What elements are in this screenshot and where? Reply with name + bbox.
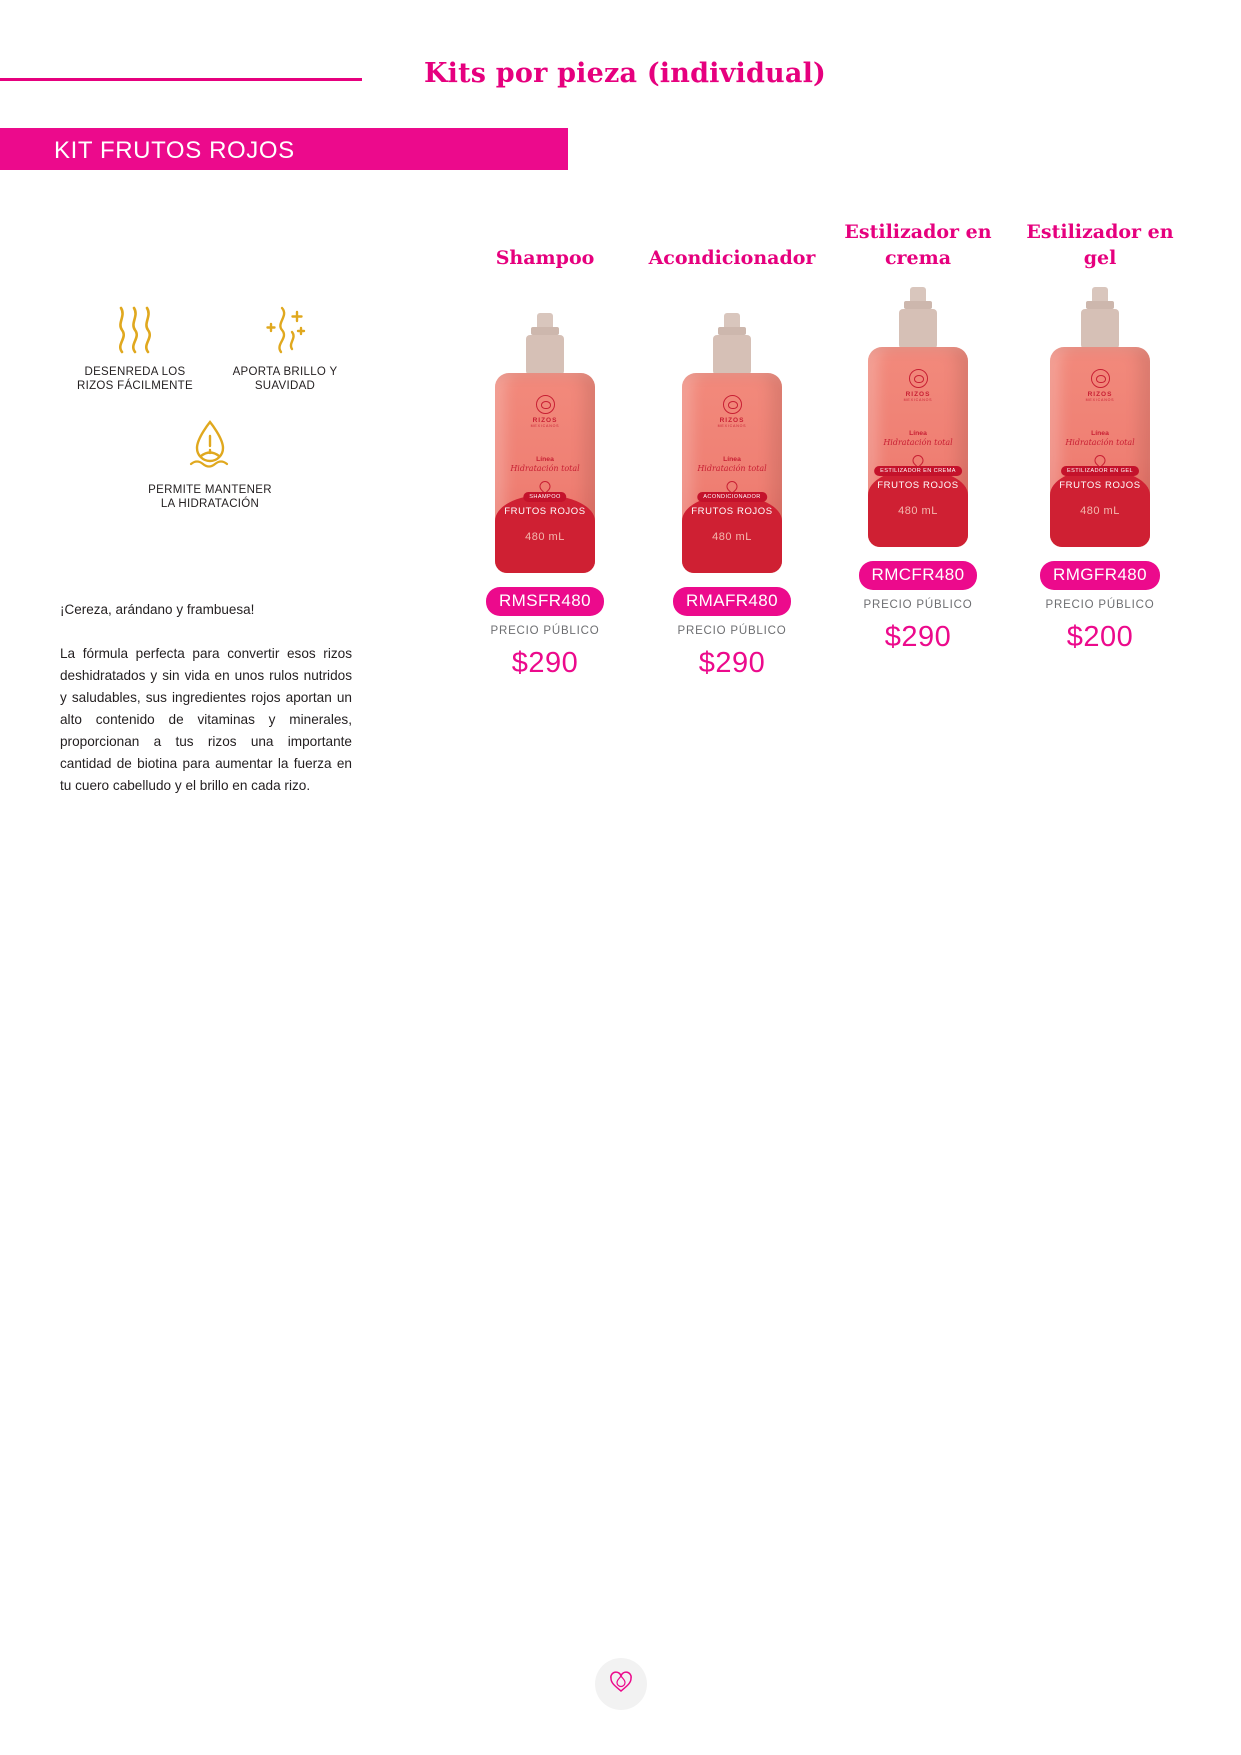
benefit-label: DESENREDA LOS RIZOS FÁCILMENTE <box>77 366 193 392</box>
benefit-label: APORTA BRILLO Y SUAVIDAD <box>232 366 338 392</box>
brand-mark <box>495 395 595 428</box>
brand-mark <box>682 395 782 428</box>
bottle-line-label: Línea <box>1091 430 1109 437</box>
product-image <box>642 303 822 573</box>
brand-logo-icon <box>909 369 928 388</box>
pump-neck <box>531 327 559 335</box>
product-card[interactable] <box>455 245 635 680</box>
bottle-line-italic: Hidratación total <box>883 438 953 447</box>
page-title: Kits por pieza (individual) <box>423 58 827 89</box>
price-label: PRECIO PÚBLICO <box>863 599 973 611</box>
bottle-body <box>682 373 782 573</box>
bottle-illustration <box>1050 287 1150 547</box>
kit-banner-label: KIT FRUTOS ROJOS <box>54 137 295 164</box>
bottle-illustration <box>868 287 968 547</box>
header-rule <box>0 78 362 81</box>
product-card[interactable] <box>642 245 822 680</box>
heart-curl-logo-icon <box>606 1667 636 1702</box>
bottle-line-label: Línea <box>536 456 554 463</box>
benefit-item <box>70 300 200 393</box>
bottle-scent: FRUTOS ROJOS <box>691 506 773 517</box>
product-card[interactable] <box>1010 221 1190 654</box>
brand-subtitle: MEXICANOS <box>530 424 560 428</box>
pump-collar <box>899 309 937 349</box>
bottle-body <box>1050 347 1150 547</box>
benefit-item <box>145 418 275 511</box>
pump-neck <box>718 327 746 335</box>
bottle-line-label: Línea <box>909 430 927 437</box>
bottle-line-italic: Hidratación total <box>697 464 767 473</box>
product-sku: RMAFR480 <box>673 587 791 616</box>
benefit-label: PERMITE MANTENER LA HIDRATACIÓN <box>148 484 272 510</box>
brand-logo-icon <box>1091 369 1110 388</box>
pump-neck <box>1086 301 1114 309</box>
pump-top <box>910 287 926 301</box>
brand-name: RIZOS <box>905 391 931 398</box>
product-sku: RMGFR480 <box>1040 561 1160 590</box>
brand-name: RIZOS <box>532 417 558 424</box>
bottle-type-pill: ACONDICIONADOR <box>697 492 767 502</box>
product-image <box>828 277 1008 547</box>
waves-icon <box>70 300 200 356</box>
price-label: PRECIO PÚBLICO <box>677 625 787 637</box>
product-title: Estilizador en gel <box>1026 221 1174 269</box>
page-header <box>0 58 1241 98</box>
pump-collar <box>713 335 751 375</box>
kit-body-text: La fórmula perfecta para convertir esos rizos deshidratados y sin vida en unos rulos nutridos y saludables, sus ingredientes rojos aportan un alto contenido de vitaminas y minerales, proporcionan a tus rizos una importante cantidad de biotina para aumentar la fuerza en tu cuero cabelludo y el brillo en cada rizo. <box>60 646 352 793</box>
pump-top <box>724 313 740 327</box>
bottle-scent: FRUTOS ROJOS <box>1059 480 1141 491</box>
bottle-line-name <box>495 455 595 473</box>
product-list <box>455 221 1185 745</box>
kit-lead-text: ¡Cereza, arándano y frambuesa! <box>60 602 255 617</box>
water-drop-icon <box>145 418 275 474</box>
benefit-item <box>220 300 350 393</box>
brand-mark <box>868 369 968 402</box>
bottle-line-italic: Hidratación total <box>510 464 580 473</box>
product-price: $200 <box>1066 621 1134 653</box>
product-sku: RMCFR480 <box>859 561 978 590</box>
bottle-volume: 480 mL <box>525 531 565 543</box>
bottle-type-pill: SHAMPOO <box>523 492 566 502</box>
brand-name: RIZOS <box>1087 391 1113 398</box>
bottle-line-name <box>868 429 968 447</box>
pump-collar <box>1081 309 1119 349</box>
bottle-scent: FRUTOS ROJOS <box>504 506 586 517</box>
product-title: Acondicionador <box>648 247 816 269</box>
bottle-scent: FRUTOS ROJOS <box>877 480 959 491</box>
bottle-line-label: Línea <box>723 456 741 463</box>
product-title: Shampoo <box>495 247 595 269</box>
brand-mark <box>1050 369 1150 402</box>
bottle-line-name <box>682 455 782 473</box>
product-image <box>1010 277 1190 547</box>
product-sku: RMSFR480 <box>486 587 604 616</box>
bottle-line-name <box>1050 429 1150 447</box>
bottle-type-pill: ESTILIZADOR EN GEL <box>1061 466 1139 476</box>
bottle-body <box>495 373 595 573</box>
product-price: $290 <box>698 647 766 679</box>
price-label: PRECIO PÚBLICO <box>1045 599 1155 611</box>
brand-name: RIZOS <box>719 417 745 424</box>
pump-top <box>537 313 553 327</box>
brand-logo-icon <box>536 395 555 414</box>
product-price: $290 <box>511 647 579 679</box>
product-price: $290 <box>884 621 952 653</box>
pump-collar <box>526 335 564 375</box>
brand-logo-icon <box>723 395 742 414</box>
brand-subtitle: MEXICANOS <box>717 424 747 428</box>
bottle-line-italic: Hidratación total <box>1065 438 1135 447</box>
brand-subtitle: MEXICANOS <box>903 398 933 402</box>
bottle-volume: 480 mL <box>1080 505 1120 517</box>
brand-subtitle: MEXICANOS <box>1085 398 1115 402</box>
product-card[interactable] <box>828 221 1008 654</box>
bottle-illustration <box>495 313 595 573</box>
bottle-volume: 480 mL <box>898 505 938 517</box>
kit-banner <box>0 128 568 170</box>
product-title: Estilizador en crema <box>844 221 992 269</box>
bottle-volume: 480 mL <box>712 531 752 543</box>
bottle-body <box>868 347 968 547</box>
sparkle-icon <box>220 300 350 356</box>
pump-top <box>1092 287 1108 301</box>
bottle-illustration <box>682 313 782 573</box>
product-image <box>455 303 635 573</box>
bottle-type-pill: ESTILIZADOR EN CREMA <box>874 466 962 476</box>
footer-logo <box>595 1658 647 1710</box>
pump-neck <box>904 301 932 309</box>
price-label: PRECIO PÚBLICO <box>490 625 600 637</box>
